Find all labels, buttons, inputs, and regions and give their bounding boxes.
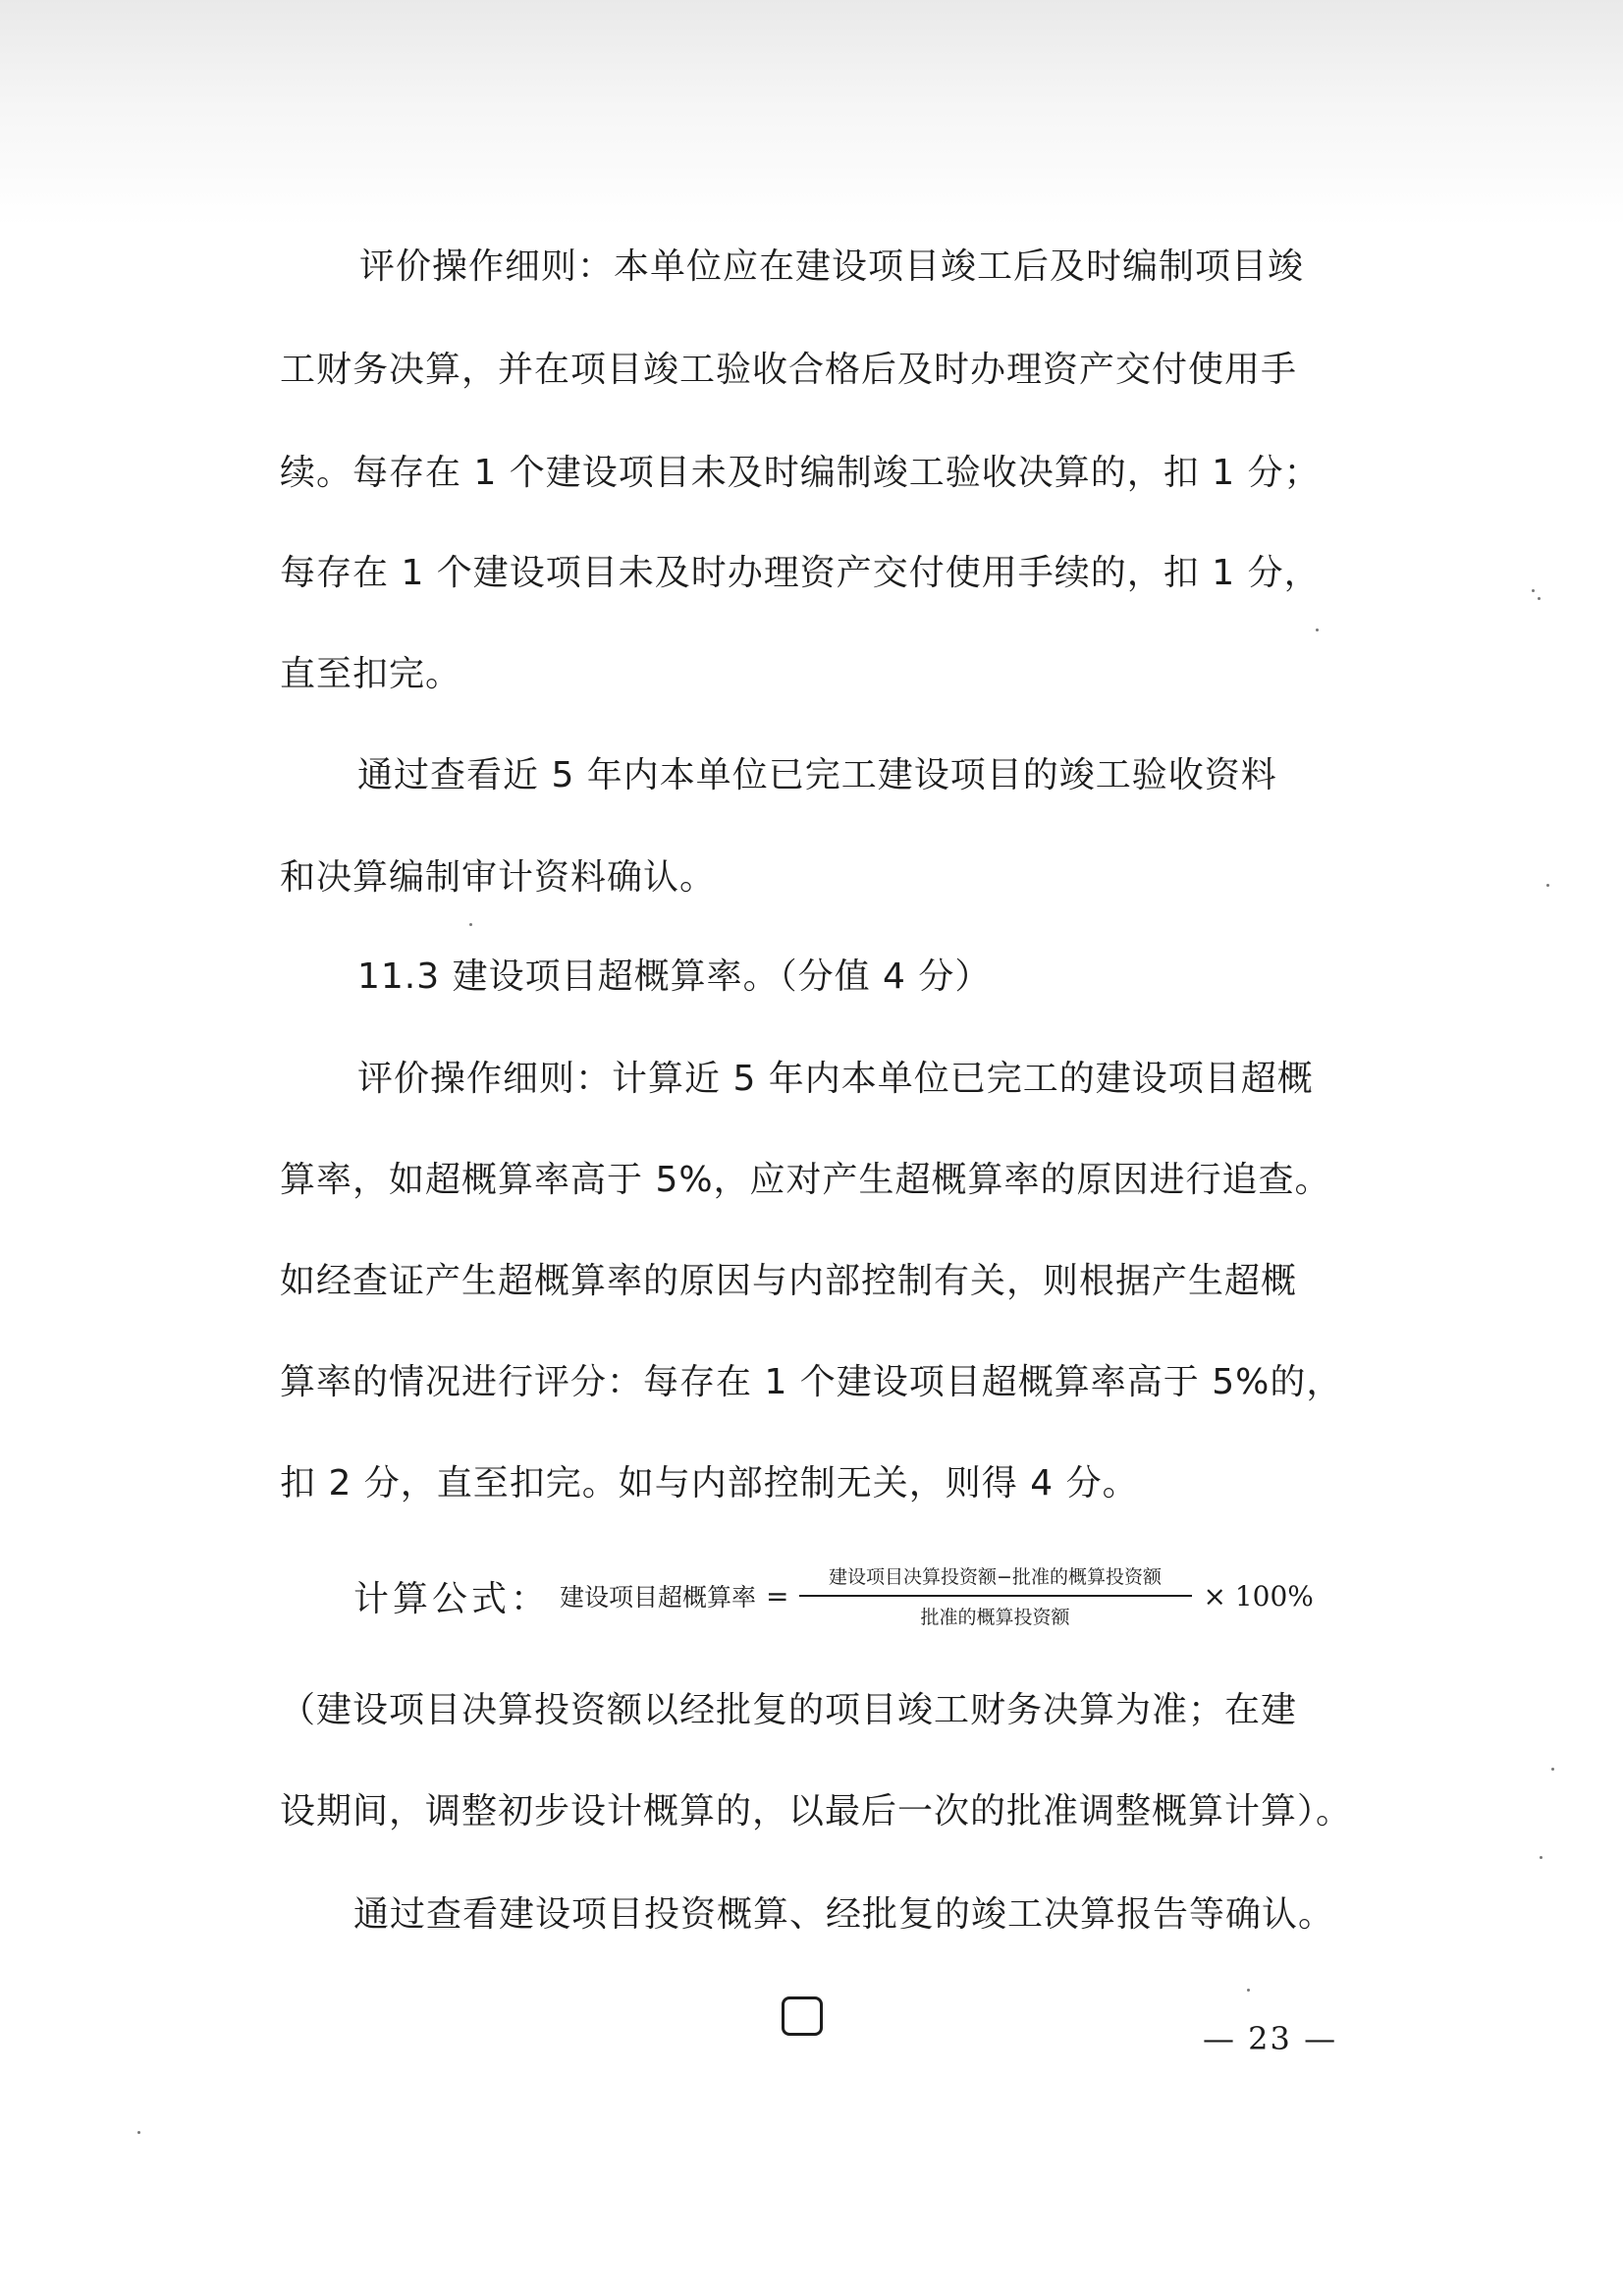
paragraph-line: 直至扣完。 (280, 654, 462, 694)
paragraph-line: 评价操作细则：本单位应在建设项目竣工后及时编制项目竣 (359, 246, 1305, 287)
formula-equals: = (766, 1579, 789, 1613)
paragraph-line: 通过查看建设项目投资概算、经批复的竣工决算报告等确认。 (353, 1894, 1335, 1935)
paragraph-line: 算率，如超概算率高于 5%，应对产生超概算率的原因进行追查。 (280, 1160, 1331, 1200)
paragraph-line: 和决算编制审计资料确认。 (280, 857, 717, 898)
paragraph-line: 算率的情况进行评分：每存在 1 个建设项目超概算率高于 5%的， (280, 1362, 1343, 1402)
scan-speck (1540, 1856, 1542, 1859)
scan-speck (137, 2131, 140, 2134)
scan-speck (1538, 597, 1541, 600)
scan-speck (1247, 1989, 1250, 1992)
paragraph-line: 评价操作细则：计算近 5 年内本单位已完工的建设项目超概 (357, 1059, 1314, 1099)
paragraph-line: 每存在 1 个建设项目未及时办理资产交付使用手续的，扣 1 分， (280, 553, 1321, 593)
formula-multiplier: × 100% (1203, 1579, 1314, 1613)
paragraph-line: 通过查看近 5 年内本单位已完工建设项目的竣工验收资料 (357, 755, 1277, 795)
scan-speck (1551, 1768, 1554, 1771)
formula-fraction (799, 1562, 1192, 1629)
scan-speck (1316, 629, 1319, 631)
paragraph-line: （建设项目决算投资额以经批复的项目竣工财务决算为准；在建 (280, 1690, 1298, 1730)
paragraph-line: 续。每存在 1 个建设项目未及时编制竣工验收决算的，扣 1 分； (280, 453, 1321, 493)
scan-speck (469, 923, 472, 926)
formula-numerator: 建设项目决算投资额−批准的概算投资额 (829, 1566, 1162, 1588)
formula-lhs: 建设项目超概算率 (560, 1583, 757, 1612)
scan-speck (1546, 884, 1549, 887)
paragraph-line: 如经查证产生超概算率的原因与内部控制有关，则根据产生超概 (280, 1261, 1298, 1301)
paragraph-line: 扣 2 分，直至扣完。如与内部控制无关，则得 4 分。 (280, 1463, 1139, 1503)
formula-label: 计算公式： (353, 1578, 551, 1619)
formula (353, 1557, 1375, 1635)
page-number: — 23 — (1203, 2020, 1338, 2057)
scan-speck (1532, 589, 1535, 592)
page-marker-box (782, 1996, 823, 2036)
paragraph-line: 工财务决算，并在项目竣工验收合格后及时办理资产交付使用手 (280, 350, 1298, 390)
formula-denominator: 批准的概算投资额 (920, 1607, 1070, 1628)
section-heading: 11.3 建设项目超概算率。（分值 4 分） (357, 957, 992, 997)
paragraph-line: 设期间，调整初步设计概算的，以最后一次的批准调整概算计算）。 (280, 1791, 1353, 1831)
